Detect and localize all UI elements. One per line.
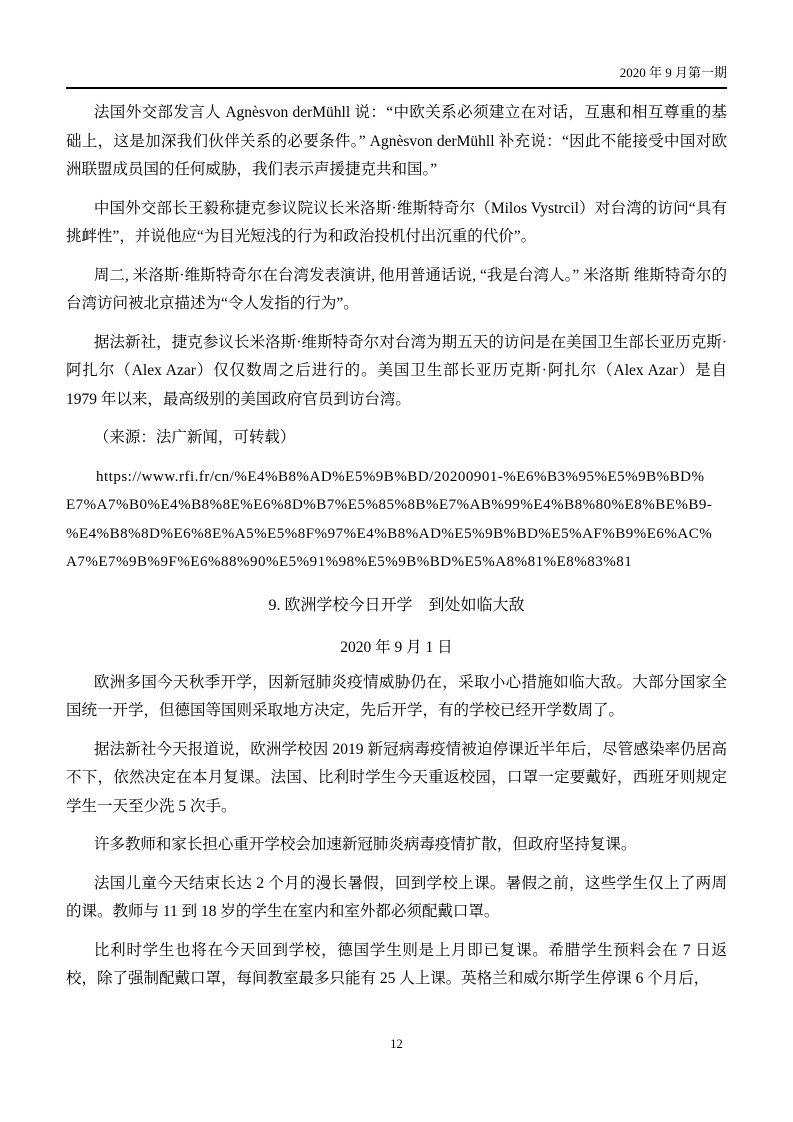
article-url[interactable] (66, 463, 727, 577)
paragraph: 周二, 米洛斯·维斯特奇尔在台湾发表演讲, 他用普通话说, “我是台湾人。” 米洛斯 维斯特奇尔的台湾访问被北京描述为“令人发指的行为”。 (66, 266, 727, 312)
url-line[interactable]: %E4%B8%8D%E6%8E%A5%E5%8F%97%E4%B8%AD%E5%9B%BD%E5%AF%B9%E6%AC% (66, 525, 713, 542)
issue-label: 2020 年 9 月第一期 (619, 65, 727, 80)
paragraph: 据法新社今天报道说，欧洲学校因 2019 新冠病毒疫情被迫停课近半年后，尽管感染率仍居高不下，依然决定在本月复课。法国、比利时学生今天重返校园，口罩一定要戴好，西班牙则规定学生一天至少洗 5 次手。 (66, 740, 727, 815)
page-body (66, 99, 727, 994)
page-number: 12 (390, 1037, 403, 1051)
source-line: （来源：法广新闻，可转载） (93, 429, 296, 446)
url-line[interactable]: A7%E7%9B%9F%E6%88%90%E5%91%98%E5%9B%BD%E5%A8%81%E8%83%81 (66, 554, 633, 570)
paragraph: 比利时学生也将在今天回到学校，德国学生则是上月即已复课。希腊学生预料会在 7 日返校，除了强制配戴口罩，每间教室最多只能有 25 人上课。英格兰和威尔斯学生停课 6 个月后， (66, 941, 727, 987)
page-footer (0, 1036, 793, 1052)
paragraph: 许多教师和家长担心重开学校会加速新冠肺炎病毒疫情扩散，但政府坚持复课。 (93, 836, 637, 853)
url-line[interactable]: https://www.rfi.fr/cn/%E4%B8%AD%E5%9B%BD/20200901-%E6%B3%95%E5%9B%BD% (96, 468, 705, 485)
paragraph: 中国外交部长王毅称捷克参议院议长米洛斯·维斯特奇尔（Milos Vystrcil）对台湾的访问“具有挑衅性”，并说他应“为目光短浅的行为和政治投机付出沉重的代价”。 (66, 199, 727, 245)
paragraph: 法国外交部发言人 Agnèsvon derMühll 说：“中欧关系必须建立在对话，互惠和相互尊重的基础上，这是加深我们伙伴关系的必要条件。” Agnèsvon derMühll 补充说：“因此不能接受中国对欧洲联盟成员国的任何威胁，我们表示声援捷克共和国。” (66, 104, 727, 178)
paragraph: 欧洲多国今天秋季开学，因新冠肺炎疫情威胁仍在，采取小心措施如临大敌。大部分国家全国统一开学，但德国等国则采取地方决定，先后开学，有的学校已经开学数周了。 (66, 673, 727, 719)
page-header (66, 0, 727, 89)
url-line[interactable]: E7%A7%B0%E4%B8%8E%E6%8D%B7%E5%85%8B%E7%AB%99%E4%B8%80%E8%BE%B9- (66, 497, 713, 513)
section-title: 9. 欧洲学校今日开学 到处如临大敌 (268, 596, 525, 614)
paragraph: 据法新社，捷克参议长米洛斯·维斯特奇尔对台湾为期五天的访问是在美国卫生部长亚历克斯·阿扎尔（Alex Azar）仅仅数周之后进行的。美国卫生部长亚历克斯·阿扎尔（Alex Azar）是自 1979 年以来，最高级别的美国政府官员到访台湾。 (66, 333, 727, 408)
section-date: 2020 年 9 月 1 日 (340, 638, 453, 656)
paragraph: 法国儿童今天结束长达 2 个月的漫长暑假，回到学校上课。暑假之前，这些学生仅上了两周的课。教师与 11 到 18 岁的学生在室内和室外都必须配戴口罩。 (66, 874, 727, 920)
